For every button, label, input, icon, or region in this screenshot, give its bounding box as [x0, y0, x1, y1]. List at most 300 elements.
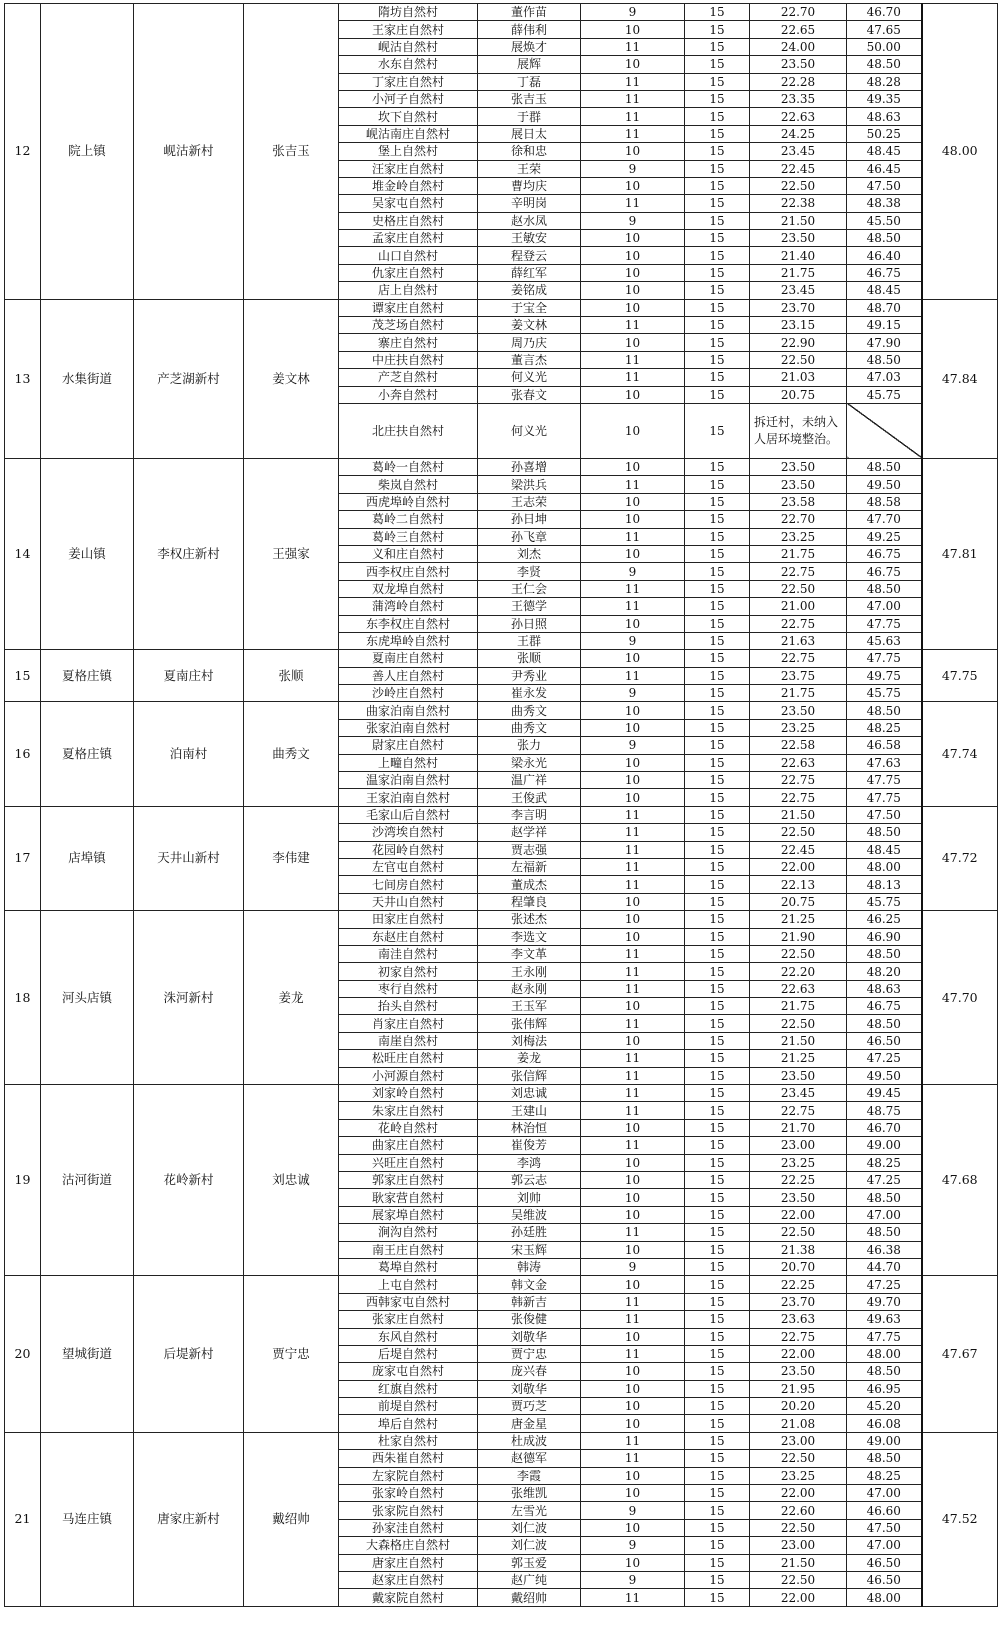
- score-b: 15: [685, 528, 750, 545]
- score-a: 10: [581, 56, 685, 73]
- table-row: [5, 4, 998, 21]
- score-c: 23.35: [750, 90, 847, 107]
- score-a: 11: [581, 806, 685, 823]
- score-c: 22.58: [750, 737, 847, 754]
- total: 47.03: [847, 369, 922, 386]
- score-a: 10: [581, 334, 685, 351]
- village-name: 七间房自然村: [339, 876, 478, 893]
- total: 48.50: [847, 1363, 922, 1380]
- village-name: 西虎埠岭自然村: [339, 493, 478, 510]
- head-name: 李选文: [478, 928, 581, 945]
- new-village-name: 产芝湖新村: [134, 299, 244, 458]
- score-a: 10: [581, 545, 685, 562]
- head-name: 王永刚: [478, 963, 581, 980]
- score-c: 21.63: [750, 632, 847, 649]
- head-name: 董成杰: [478, 876, 581, 893]
- score-b: 15: [685, 737, 750, 754]
- score-c: 22.63: [750, 754, 847, 771]
- score-c: 23.50: [750, 1067, 847, 1084]
- head-name: 韩涛: [478, 1258, 581, 1275]
- town-name: 马连庄镇: [41, 1432, 134, 1606]
- score-a: 10: [581, 911, 685, 928]
- score-c: 22.50: [750, 177, 847, 194]
- score-b: 15: [685, 667, 750, 684]
- score-b: 15: [685, 458, 750, 475]
- score-a: 10: [581, 1415, 685, 1432]
- score-a: 11: [581, 945, 685, 962]
- head-name: 张顺: [478, 650, 581, 667]
- score-b: 15: [685, 1241, 750, 1258]
- head-name: 孙喜增: [478, 458, 581, 475]
- score-b: 15: [685, 1554, 750, 1571]
- score-b: 15: [685, 1467, 750, 1484]
- score-a: 11: [581, 1311, 685, 1328]
- score-a: 11: [581, 598, 685, 615]
- score-c: 22.50: [750, 1571, 847, 1588]
- total: 47.00: [847, 1485, 922, 1502]
- score-c: 21.50: [750, 212, 847, 229]
- head-name: 贾志强: [478, 841, 581, 858]
- total: 49.15: [847, 317, 922, 334]
- score-a: 11: [581, 1224, 685, 1241]
- head-name: 孙飞章: [478, 528, 581, 545]
- score-b: 15: [685, 1293, 750, 1310]
- score-b: 15: [685, 945, 750, 962]
- head-name: 张信辉: [478, 1067, 581, 1084]
- town-name: 沽河街道: [41, 1085, 134, 1276]
- score-b: 15: [685, 369, 750, 386]
- score-c: 21.75: [750, 264, 847, 281]
- head-name: 曲秀文: [478, 719, 581, 736]
- head-name: 孙日照: [478, 615, 581, 632]
- head-name: 王敏安: [478, 230, 581, 247]
- village-name: 上屯自然村: [339, 1276, 478, 1293]
- score-c: 22.75: [750, 650, 847, 667]
- village-name: 花岭自然村: [339, 1119, 478, 1136]
- score-a: 10: [581, 998, 685, 1015]
- score-b: 15: [685, 56, 750, 73]
- head-name: 赵德军: [478, 1450, 581, 1467]
- village-name: 东李权庄自然村: [339, 615, 478, 632]
- score-c: 21.38: [750, 1241, 847, 1258]
- score-a: 10: [581, 702, 685, 719]
- score-a: 11: [581, 125, 685, 142]
- score-c: 23.50: [750, 458, 847, 475]
- total: 48.20: [847, 963, 922, 980]
- total: 47.25: [847, 1172, 922, 1189]
- score-c: 23.58: [750, 493, 847, 510]
- head-name: 王建山: [478, 1102, 581, 1119]
- total: 46.90: [847, 928, 922, 945]
- score-a: 10: [581, 282, 685, 299]
- score-a: 10: [581, 1380, 685, 1397]
- total: 48.50: [847, 230, 922, 247]
- head-name: 曲秀文: [478, 702, 581, 719]
- score-c: 24.00: [750, 38, 847, 55]
- score-c: 23.25: [750, 1467, 847, 1484]
- head-name: 姜铭成: [478, 282, 581, 299]
- score-b: 15: [685, 1485, 750, 1502]
- total: 46.38: [847, 1241, 922, 1258]
- group-index: 13: [5, 299, 41, 458]
- head-name: 林治恒: [478, 1119, 581, 1136]
- score-b: 15: [685, 1224, 750, 1241]
- score-b: 15: [685, 1345, 750, 1362]
- score-a: 9: [581, 563, 685, 580]
- score-b: 15: [685, 963, 750, 980]
- average-score: 47.84: [922, 299, 998, 458]
- total: 47.50: [847, 1519, 922, 1536]
- head-name: 徐和忠: [478, 143, 581, 160]
- score-b: 15: [685, 1050, 750, 1067]
- village-name: 史格庄自然村: [339, 212, 478, 229]
- group-index: 19: [5, 1085, 41, 1276]
- score-a: 9: [581, 632, 685, 649]
- head-name: 姜龙: [478, 1050, 581, 1067]
- score-a: 11: [581, 1293, 685, 1310]
- score-b: 15: [685, 73, 750, 90]
- total: 46.70: [847, 4, 922, 21]
- score-c: 22.45: [750, 160, 847, 177]
- score-b: 15: [685, 264, 750, 281]
- average-score: 47.67: [922, 1276, 998, 1433]
- head-name: 刘仁波: [478, 1519, 581, 1536]
- village-name: 刘家岭自然村: [339, 1085, 478, 1102]
- total: 47.75: [847, 1328, 922, 1345]
- village-name: 沙岭庄自然村: [339, 685, 478, 702]
- head-name: 崔俊芳: [478, 1137, 581, 1154]
- score-c: 22.00: [750, 858, 847, 875]
- score-b: 15: [685, 1067, 750, 1084]
- score-c: 23.70: [750, 1293, 847, 1310]
- score-c: 21.25: [750, 911, 847, 928]
- score-a: 11: [581, 980, 685, 997]
- village-name: 沙湾埃自然村: [339, 824, 478, 841]
- score-b: 15: [685, 1119, 750, 1136]
- score-b: 15: [685, 858, 750, 875]
- total: 48.13: [847, 876, 922, 893]
- score-a: 10: [581, 1485, 685, 1502]
- score-b: 15: [685, 351, 750, 368]
- score-b: 15: [685, 1450, 750, 1467]
- score-c: 22.90: [750, 334, 847, 351]
- new-village-name: 天井山新村: [134, 806, 244, 910]
- head-name: 董作苗: [478, 4, 581, 21]
- leader-name: 王强家: [244, 458, 339, 649]
- score-c: 22.75: [750, 563, 847, 580]
- head-name: 程肇良: [478, 893, 581, 910]
- head-name: 刘敬华: [478, 1380, 581, 1397]
- score-a: 10: [581, 177, 685, 194]
- village-name: 庞家屯自然村: [339, 1363, 478, 1380]
- score-a: 11: [581, 580, 685, 597]
- village-name: 孙家洼自然村: [339, 1519, 478, 1536]
- score-c: 21.75: [750, 685, 847, 702]
- score-b: 15: [685, 125, 750, 142]
- score-b: 15: [685, 980, 750, 997]
- village-name: 谭家庄自然村: [339, 299, 478, 316]
- head-name: 张维凯: [478, 1485, 581, 1502]
- head-name: 温广祥: [478, 772, 581, 789]
- head-name: 左雪光: [478, 1502, 581, 1519]
- total: 47.75: [847, 615, 922, 632]
- score-c: 21.75: [750, 998, 847, 1015]
- score-b: 15: [685, 772, 750, 789]
- village-name: 汪家庄自然村: [339, 160, 478, 177]
- score-c: 22.45: [750, 841, 847, 858]
- total: 45.75: [847, 685, 922, 702]
- score-a: 10: [581, 264, 685, 281]
- score-a: 11: [581, 1450, 685, 1467]
- score-b: 15: [685, 702, 750, 719]
- score-b: 15: [685, 598, 750, 615]
- score-b: 15: [685, 1363, 750, 1380]
- score-b: 15: [685, 317, 750, 334]
- total: 50.00: [847, 38, 922, 55]
- score-b: 15: [685, 247, 750, 264]
- score-c: 23.45: [750, 282, 847, 299]
- score-b: 15: [685, 1328, 750, 1345]
- village-name: 寨庄自然村: [339, 334, 478, 351]
- score-a: 10: [581, 247, 685, 264]
- head-name: 戴绍帅: [478, 1589, 581, 1606]
- score-c: 21.75: [750, 545, 847, 562]
- average-score: 47.70: [922, 911, 998, 1085]
- score-c: 23.63: [750, 1311, 847, 1328]
- head-name: 张春文: [478, 386, 581, 403]
- score-c: 23.50: [750, 230, 847, 247]
- head-name: 董言杰: [478, 351, 581, 368]
- score-b: 15: [685, 1102, 750, 1119]
- total: 48.70: [847, 299, 922, 316]
- town-name: 望城街道: [41, 1276, 134, 1433]
- score-c: 23.50: [750, 1189, 847, 1206]
- total: 47.63: [847, 754, 922, 771]
- score-c: 23.25: [750, 719, 847, 736]
- village-name: 北庄扶自然村: [339, 403, 478, 458]
- leader-name: 刘忠诚: [244, 1085, 339, 1276]
- score-a: 9: [581, 737, 685, 754]
- village-name: 西韩家屯自然村: [339, 1293, 478, 1310]
- score-a: 9: [581, 1571, 685, 1588]
- head-name: 张吉玉: [478, 90, 581, 107]
- total: 48.45: [847, 841, 922, 858]
- total: 46.45: [847, 160, 922, 177]
- score-c: 23.00: [750, 1432, 847, 1449]
- head-name: 李霞: [478, 1467, 581, 1484]
- score-a: 11: [581, 963, 685, 980]
- score-a: 11: [581, 38, 685, 55]
- total: 46.75: [847, 545, 922, 562]
- score-a: 10: [581, 511, 685, 528]
- head-name: 程登云: [478, 247, 581, 264]
- village-name: 王家庄自然村: [339, 21, 478, 38]
- village-name: 松旺庄自然村: [339, 1050, 478, 1067]
- total: 46.58: [847, 737, 922, 754]
- total: 48.25: [847, 1467, 922, 1484]
- average-score: 47.68: [922, 1085, 998, 1276]
- score-c: 23.00: [750, 1137, 847, 1154]
- village-name: 葛岭二自然村: [339, 511, 478, 528]
- score-b: 15: [685, 4, 750, 21]
- total: 48.50: [847, 1224, 922, 1241]
- new-village-name: 泊南村: [134, 702, 244, 806]
- village-name: 葛岭一自然村: [339, 458, 478, 475]
- new-village-name: 洙河新村: [134, 911, 244, 1085]
- score-b: 15: [685, 282, 750, 299]
- head-name: 辛明岗: [478, 195, 581, 212]
- village-name: 小河源自然村: [339, 1067, 478, 1084]
- score-b: 15: [685, 177, 750, 194]
- head-name: 王荣: [478, 160, 581, 177]
- total: 46.70: [847, 1119, 922, 1136]
- village-name: 东虎埠岭自然村: [339, 632, 478, 649]
- total: 46.60: [847, 1502, 922, 1519]
- leader-name: 姜文林: [244, 299, 339, 458]
- score-b: 15: [685, 108, 750, 125]
- table-row: [5, 1276, 998, 1293]
- group-index: 14: [5, 458, 41, 649]
- head-name: 尹秀业: [478, 667, 581, 684]
- head-name: 孙日坤: [478, 511, 581, 528]
- village-name: 南王庄自然村: [339, 1241, 478, 1258]
- total: 48.38: [847, 195, 922, 212]
- head-name: 张俊健: [478, 1311, 581, 1328]
- total: 47.00: [847, 1206, 922, 1223]
- head-name: 张力: [478, 737, 581, 754]
- score-c: 22.25: [750, 1172, 847, 1189]
- score-b: 15: [685, 1537, 750, 1554]
- score-c: 22.50: [750, 1450, 847, 1467]
- score-c: 22.65: [750, 21, 847, 38]
- table-row: [5, 299, 998, 316]
- score-a: 11: [581, 1015, 685, 1032]
- score-a: 10: [581, 1032, 685, 1049]
- head-name: 何义光: [478, 403, 581, 458]
- score-b: 15: [685, 893, 750, 910]
- total: 45.75: [847, 386, 922, 403]
- town-name: 夏格庄镇: [41, 650, 134, 702]
- leader-name: 曲秀文: [244, 702, 339, 806]
- head-name: 丁磊: [478, 73, 581, 90]
- village-name: 张家庄自然村: [339, 1311, 478, 1328]
- score-c: 21.40: [750, 247, 847, 264]
- village-name: 张家岭自然村: [339, 1485, 478, 1502]
- score-a: 10: [581, 1154, 685, 1171]
- table-row: [5, 806, 998, 823]
- village-name: 曲家泊南自然村: [339, 702, 478, 719]
- score-c: 22.00: [750, 1589, 847, 1606]
- group-index: 12: [5, 4, 41, 300]
- score-a: 11: [581, 1432, 685, 1449]
- village-name: 中庄扶自然村: [339, 351, 478, 368]
- total: 48.50: [847, 945, 922, 962]
- score-b: 15: [685, 1380, 750, 1397]
- total: 48.25: [847, 719, 922, 736]
- head-name: 郭玉爱: [478, 1554, 581, 1571]
- head-name: 吴维波: [478, 1206, 581, 1223]
- total: 47.50: [847, 806, 922, 823]
- village-name: 左官屯自然村: [339, 858, 478, 875]
- leader-name: 李伟建: [244, 806, 339, 910]
- town-name: 姜山镇: [41, 458, 134, 649]
- score-c: 22.63: [750, 980, 847, 997]
- score-a: 9: [581, 160, 685, 177]
- score-c: 23.50: [750, 702, 847, 719]
- total: 49.00: [847, 1137, 922, 1154]
- town-name: 河头店镇: [41, 911, 134, 1085]
- score-b: 15: [685, 476, 750, 493]
- village-name: 田家庄自然村: [339, 911, 478, 928]
- head-name: 梁洪兵: [478, 476, 581, 493]
- score-a: 10: [581, 615, 685, 632]
- score-c: 23.00: [750, 1537, 847, 1554]
- village-name: 天井山自然村: [339, 893, 478, 910]
- score-b: 15: [685, 511, 750, 528]
- score-a: 11: [581, 1085, 685, 1102]
- score-c: 22.63: [750, 108, 847, 125]
- head-name: 李言明: [478, 806, 581, 823]
- head-name: 周乃庆: [478, 334, 581, 351]
- score-b: 15: [685, 1311, 750, 1328]
- score-b: 15: [685, 1085, 750, 1102]
- village-name: 肖家庄自然村: [339, 1015, 478, 1032]
- village-name: 唐家庄自然村: [339, 1554, 478, 1571]
- head-name: 王仁会: [478, 580, 581, 597]
- head-name: 展辉: [478, 56, 581, 73]
- head-name: 刘敬华: [478, 1328, 581, 1345]
- score-c: 23.45: [750, 143, 847, 160]
- head-name: 王俊武: [478, 789, 581, 806]
- head-name: 姜文林: [478, 317, 581, 334]
- score-c: 22.38: [750, 195, 847, 212]
- score-c: 23.15: [750, 317, 847, 334]
- score-a: 10: [581, 1467, 685, 1484]
- score-b: 15: [685, 615, 750, 632]
- head-name: 唐金星: [478, 1415, 581, 1432]
- score-a: 10: [581, 650, 685, 667]
- score-c: 21.50: [750, 1032, 847, 1049]
- total: 46.75: [847, 264, 922, 281]
- village-name: 蒲湾岭自然村: [339, 598, 478, 615]
- score-a: 11: [581, 1067, 685, 1084]
- score-c: 21.08: [750, 1415, 847, 1432]
- total: 49.50: [847, 1067, 922, 1084]
- total: 45.50: [847, 212, 922, 229]
- score-b: 15: [685, 1172, 750, 1189]
- score-b: 15: [685, 685, 750, 702]
- score-c: 22.28: [750, 73, 847, 90]
- score-a: 10: [581, 21, 685, 38]
- head-name: 王群: [478, 632, 581, 649]
- score-a: 10: [581, 1363, 685, 1380]
- total: 49.70: [847, 1293, 922, 1310]
- score-c: 23.50: [750, 56, 847, 73]
- score-a: 11: [581, 73, 685, 90]
- total: 48.58: [847, 493, 922, 510]
- score-a: 10: [581, 1119, 685, 1136]
- village-name: 隋坊自然村: [339, 4, 478, 21]
- total: 50.25: [847, 125, 922, 142]
- score-b: 15: [685, 998, 750, 1015]
- score-c: 22.00: [750, 1485, 847, 1502]
- total: 48.50: [847, 824, 922, 841]
- table-row: [5, 650, 998, 667]
- head-name: 李贤: [478, 563, 581, 580]
- total: 46.50: [847, 1032, 922, 1049]
- total: 48.50: [847, 458, 922, 475]
- score-c: 22.50: [750, 1224, 847, 1241]
